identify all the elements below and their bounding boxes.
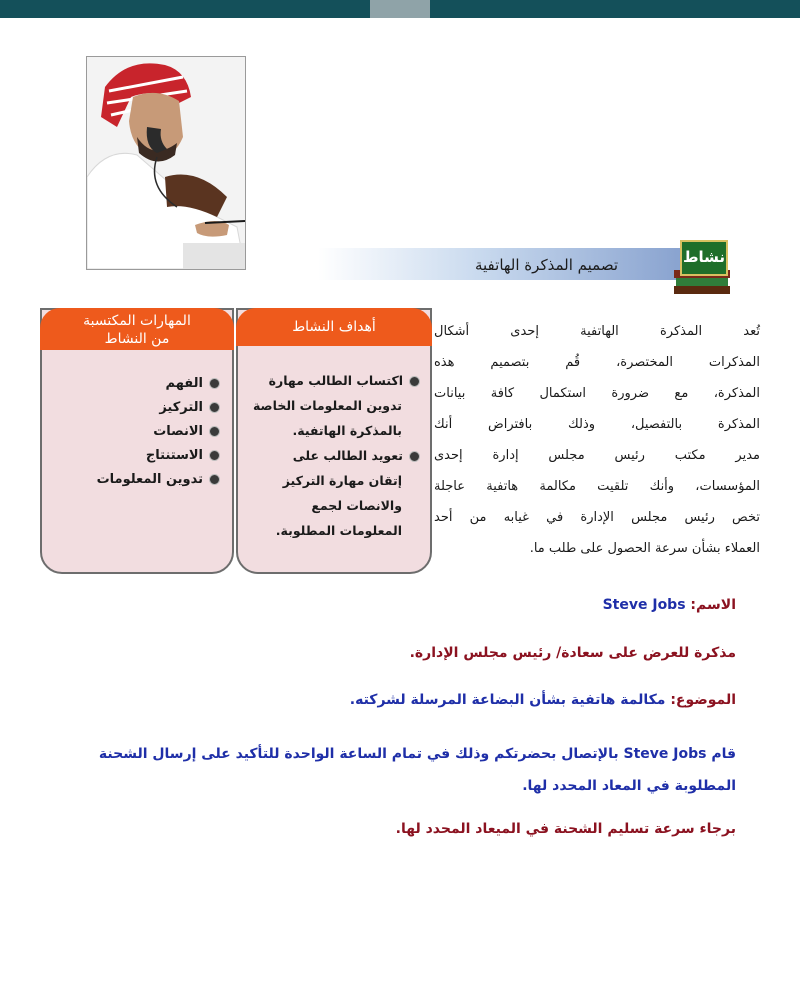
bullet-icon [209,450,220,461]
bullet-icon [209,474,220,485]
badge-label: نشاط [680,240,728,276]
instruction-line: مدير مكتب رئيس مجلس إدارة إحدى [434,448,760,463]
goal-item-line: تدوين المعلومات الخاصة [252,398,402,413]
instruction-line: المذكرة، مع ضرورة استكمال كافة بيانات [434,386,760,401]
activity-title: تصميم المذكرة الهاتفية [474,256,618,274]
bullet-icon [209,426,220,437]
memo-body-name: Steve Jobs [623,746,707,762]
instruction-line: المذكرة بالتفصيل، وذلك بافتراض أنك [434,417,760,432]
goals-heading: أهداف النشاط [236,308,432,346]
goal-item: تعويد الطالب على [248,443,420,468]
bullet-icon [209,378,220,389]
activity-badge [674,240,730,296]
activity-instructions [434,316,760,564]
skill-item: الانصات [50,420,220,444]
man-on-phone-illustration [87,57,245,269]
memo-addressee: مذكرة للعرض على سعادة/ رئيس مجلس الإدارة. [409,645,736,661]
top-bar-notch [370,0,430,18]
memo-request: برجاء سرعة تسليم الشحنة في الميعاد المحدد لها. [395,821,736,837]
activity-header-bar [318,248,728,280]
skills-heading-line2: من النشاط [104,331,170,347]
skills-box [40,308,234,574]
memo-subject-value: مكالمة هاتفية بشأن البضاعة المرسلة لشركته. [349,692,666,708]
skills-list [50,372,220,492]
memo-name-value: Steve Jobs [602,597,686,613]
bullet-icon [409,376,420,387]
skills-heading-line1: المهارات المكتسبة [83,313,191,329]
goal-item: اكتساب الطالب مهارة [248,368,420,393]
badge-book [676,278,728,286]
goals-list [248,368,420,543]
instruction-line: تخص رئيس مجلس الإدارة في غيابه من أحد [434,510,760,525]
instruction-line: المؤسسات، وأنك تلقيت مكالمة هاتفية عاجلة [434,479,760,494]
memo-subject-line [60,692,736,708]
memo-name-line [60,597,736,613]
instruction-line: المذكرات المختصرة، قُم بتصميم هذه [434,355,760,370]
badge-book [674,286,730,294]
memo-body-text: بالإتصال بحضرتكم وذلك في تمام الساعة الواحدة للتأكيد على إرسال الشحنة المطلوبة في المعاد المحدد لها. [98,746,736,794]
goal-item-line: إتقان مهارة التركيز [282,473,402,488]
goal-item-line: المعلومات المطلوبة. [275,523,402,538]
skill-item: الفهم [50,372,220,396]
memo-body [60,738,736,802]
skill-item: التركيز [50,396,220,420]
memo-name-label: الاسم: [690,597,736,613]
bullet-icon [409,451,420,462]
memo-subject-label: الموضوع: [670,692,736,708]
bullet-icon [209,402,220,413]
memo-body-prefix: قام [711,746,736,762]
man-on-phone-photo [86,56,246,270]
instruction-line: تُعد المذكرة الهاتفية إحدى أشكال [434,324,760,339]
skill-item: الاستنتاج [50,444,220,468]
instruction-line: العملاء بشأن سرعة الحصول على طلب ما. [529,541,760,556]
skills-heading [40,308,234,350]
goal-item-line: بالمذكرة الهاتفية. [292,423,402,438]
goals-box [236,308,432,574]
skill-item: تدوين المعلومات [50,468,220,492]
goal-item-line: والانصات لجمع [311,498,402,513]
